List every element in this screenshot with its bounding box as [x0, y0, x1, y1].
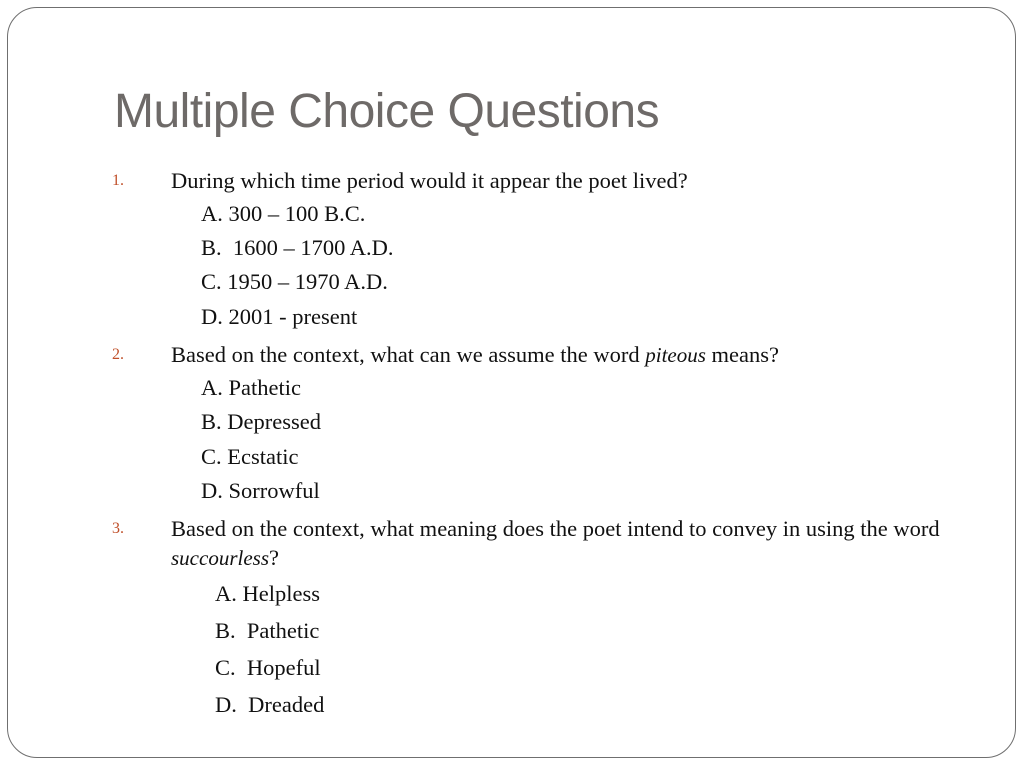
- option-2a: A. Pathetic: [201, 375, 301, 400]
- question-text: [171, 166, 951, 195]
- question-text-main: During which time period would it appear the poet lived?: [171, 168, 688, 193]
- question-number: 3.: [112, 520, 124, 537]
- question-text: [171, 340, 951, 370]
- option-3a: A. Helpless: [215, 581, 320, 606]
- question-number: 2.: [112, 346, 124, 363]
- option-2d: D. Sorrowful: [201, 478, 320, 503]
- option-3c: C. Hopeful: [215, 655, 321, 680]
- question-text-before: Based on the context, what meaning does the poet intend to convey in using the word: [171, 516, 940, 541]
- question-text-before: Based on the context, what can we assume the word: [171, 342, 646, 367]
- question-italic-word: piteous: [645, 343, 706, 367]
- question-italic-word: succourless: [171, 546, 269, 570]
- option-3b: B. Pathetic: [215, 618, 320, 643]
- option-1b: B. 1600 – 1700 A.D.: [201, 235, 394, 260]
- question-text-after: ?: [269, 545, 279, 570]
- option-2c: C. Ecstatic: [201, 444, 299, 469]
- option-1d: D. 2001 - present: [201, 304, 358, 329]
- option-3d: D. Dreaded: [215, 692, 325, 717]
- question-text: [171, 514, 941, 573]
- option-1c: C. 1950 – 1970 A.D.: [201, 269, 388, 294]
- slide-title: Multiple Choice Questions: [114, 85, 660, 138]
- question-text-after: means?: [705, 342, 780, 367]
- option-1a: A. 300 – 100 B.C.: [201, 201, 366, 226]
- question-number: 1.: [112, 172, 124, 189]
- option-2b: B. Depressed: [201, 409, 321, 434]
